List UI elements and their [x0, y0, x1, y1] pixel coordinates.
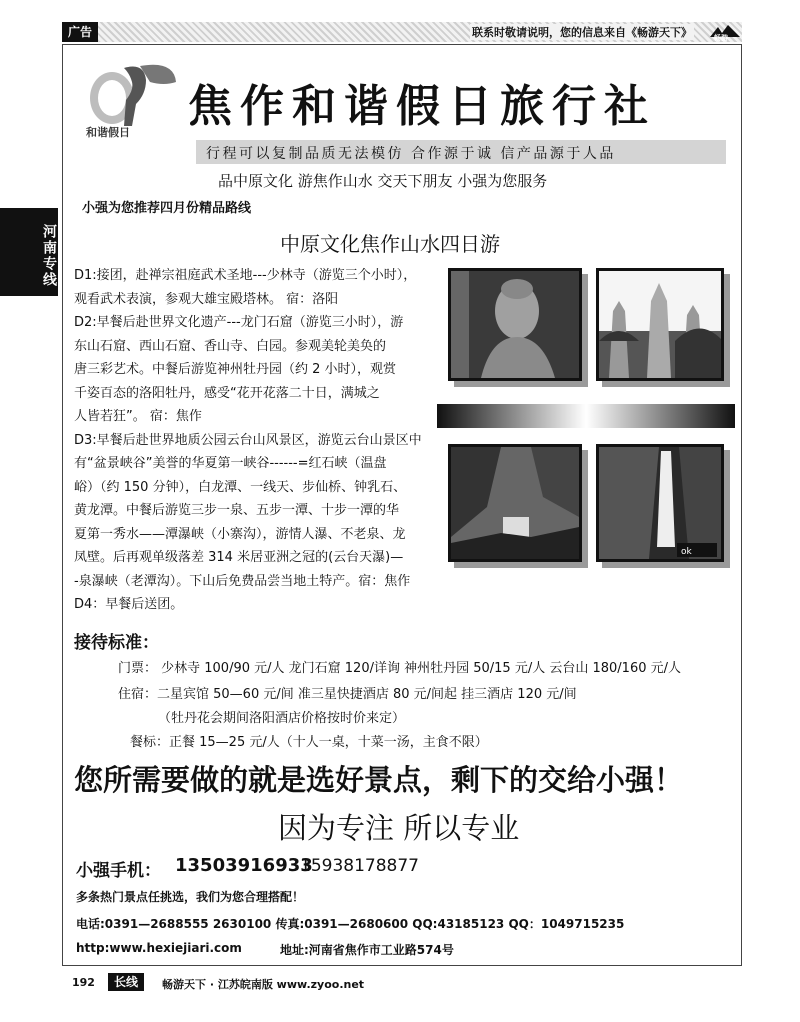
promo-headline: 您所需要做的就是选好景点，剩下的交给小强！ — [74, 763, 684, 797]
itinerary-line: 峪）（约 150 分钟），白龙潭、一线天、步仙桥、钟乳石、 — [74, 479, 407, 495]
standards-title: 接待标准： — [74, 633, 159, 653]
svg-text:畅游: 畅游 — [714, 34, 728, 41]
meal-standard: 餐标：正餐 15—25 元/人（十人一桌，十菜一汤，主食不限） — [130, 735, 488, 750]
company-name: 焦作和谐假日旅行社 — [188, 81, 656, 132]
itinerary-line: 东山石窟、西山石窟、香山寺、白园。参观美轮美奂的 — [74, 338, 387, 354]
itinerary-line: 唐三彩艺术。中餐后游览神州牡丹园（约 2 小时），观赏 — [74, 362, 397, 377]
recommend-heading: 小强为您推荐四月份精品路线 — [82, 201, 252, 216]
website: http:www.hexiejiari.com — [76, 941, 242, 955]
header-notice: 联系时敬请说明，您的信息来自《畅游天下》 — [472, 26, 692, 39]
itinerary-line: 有“盆景峡谷”美誉的华夏第一峡谷------=红石峡（温盘 — [74, 456, 387, 471]
itinerary-line: -泉瀑峡（老潭沟）。下山后免费品尝当地土特产。宿：焦作 — [74, 573, 411, 589]
magazine-logo-icon — [708, 23, 742, 41]
ad-tag: 广告 — [62, 22, 98, 42]
itinerary-line: D4：早餐后送团。 — [74, 597, 184, 612]
canyon-valley-photo — [448, 444, 582, 562]
itinerary-line: D1:接团，赴禅宗祖庭武术圣地---少林寺（游览三个小时）， — [74, 268, 417, 283]
page-number: 192 — [72, 976, 95, 989]
logo-text: 和谐假日 — [86, 126, 130, 139]
itinerary-line: 夏第一秀水——潭瀑峡（小寨沟），游情人瀑、不老泉、龙 — [74, 526, 406, 542]
waterfall-photo — [596, 444, 724, 562]
slogan-service: 品中原文化 游焦作山水 交天下朋友 小强为您服务 — [218, 172, 548, 190]
ticket-prices: 门票： 少林寺 100/90 元/人 龙门石窟 120/详询 神州牡丹园 50/15 元/人 云台山 180/160 元/人 — [118, 661, 681, 676]
itinerary-line: 千姿百态的洛阳牡丹，感受“花开花落二十日，满城之 — [74, 385, 380, 401]
tel-fax-qq: 电话:0391—2688555 2630100 传真:0391—2680600 QQ:43185123 QQ：1049715235 — [76, 917, 625, 931]
itinerary-line: 观看武术表演，参观大雄宝殿塔林。 宿：洛阳 — [74, 291, 339, 307]
phone-label: 小强手机： — [76, 861, 161, 881]
itinerary-line: 人皆若狂”。 宿：焦作 — [74, 409, 202, 424]
phone-number-primary: 13503916933 — [175, 855, 313, 876]
promo-tagline: 因为专注 所以专业 — [278, 811, 520, 845]
svg-text:ok: ok — [681, 547, 692, 557]
decorative-gradient-bar — [437, 404, 735, 428]
itinerary-line: D3:早餐后赴世界地质公园云台山风景区，游览云台山景区中 — [74, 432, 422, 448]
route-title: 中原文化焦作山水四日游 — [280, 232, 500, 256]
footer-tag: 长线 — [108, 973, 144, 991]
route-selection-note: 多条热门景点任挑选，我们为您合理搭配！ — [76, 890, 305, 904]
itinerary-line: 凤壁。后再观单级落差 314 米居亚洲之冠的(云台天瀑)— — [74, 550, 404, 565]
itinerary-line: 黄龙潭。中餐后游览三步一泉、五步一潭、十步一潭的华 — [74, 503, 400, 518]
buddha-statue-photo — [448, 268, 582, 381]
section-tab: 河南专线 — [0, 208, 58, 296]
pagoda-forest-photo — [596, 268, 724, 381]
footer-publication: 畅游天下 · 江苏皖南版 www.zyoo.net — [162, 978, 365, 991]
slogan-quality: 行程可以复制品质无法模仿 合作源于诚 信产品源于人品 — [206, 146, 616, 162]
address: 地址:河南省焦作市工业路574号 — [280, 943, 454, 957]
itinerary — [74, 264, 422, 617]
hotel-note: （牡丹花会期间洛阳酒店价格按时价来定） — [158, 711, 406, 726]
phone-number-secondary: 15938178877 — [300, 856, 419, 876]
hotel-prices: 住宿：二星宾馆 50—60 元/间 准三星快捷酒店 80 元/间起 挂三酒店 120 元/间 — [118, 687, 577, 702]
itinerary-line: D2:早餐后赴世界文化遗产---龙门石窟（游览三小时），游 — [74, 315, 404, 330]
